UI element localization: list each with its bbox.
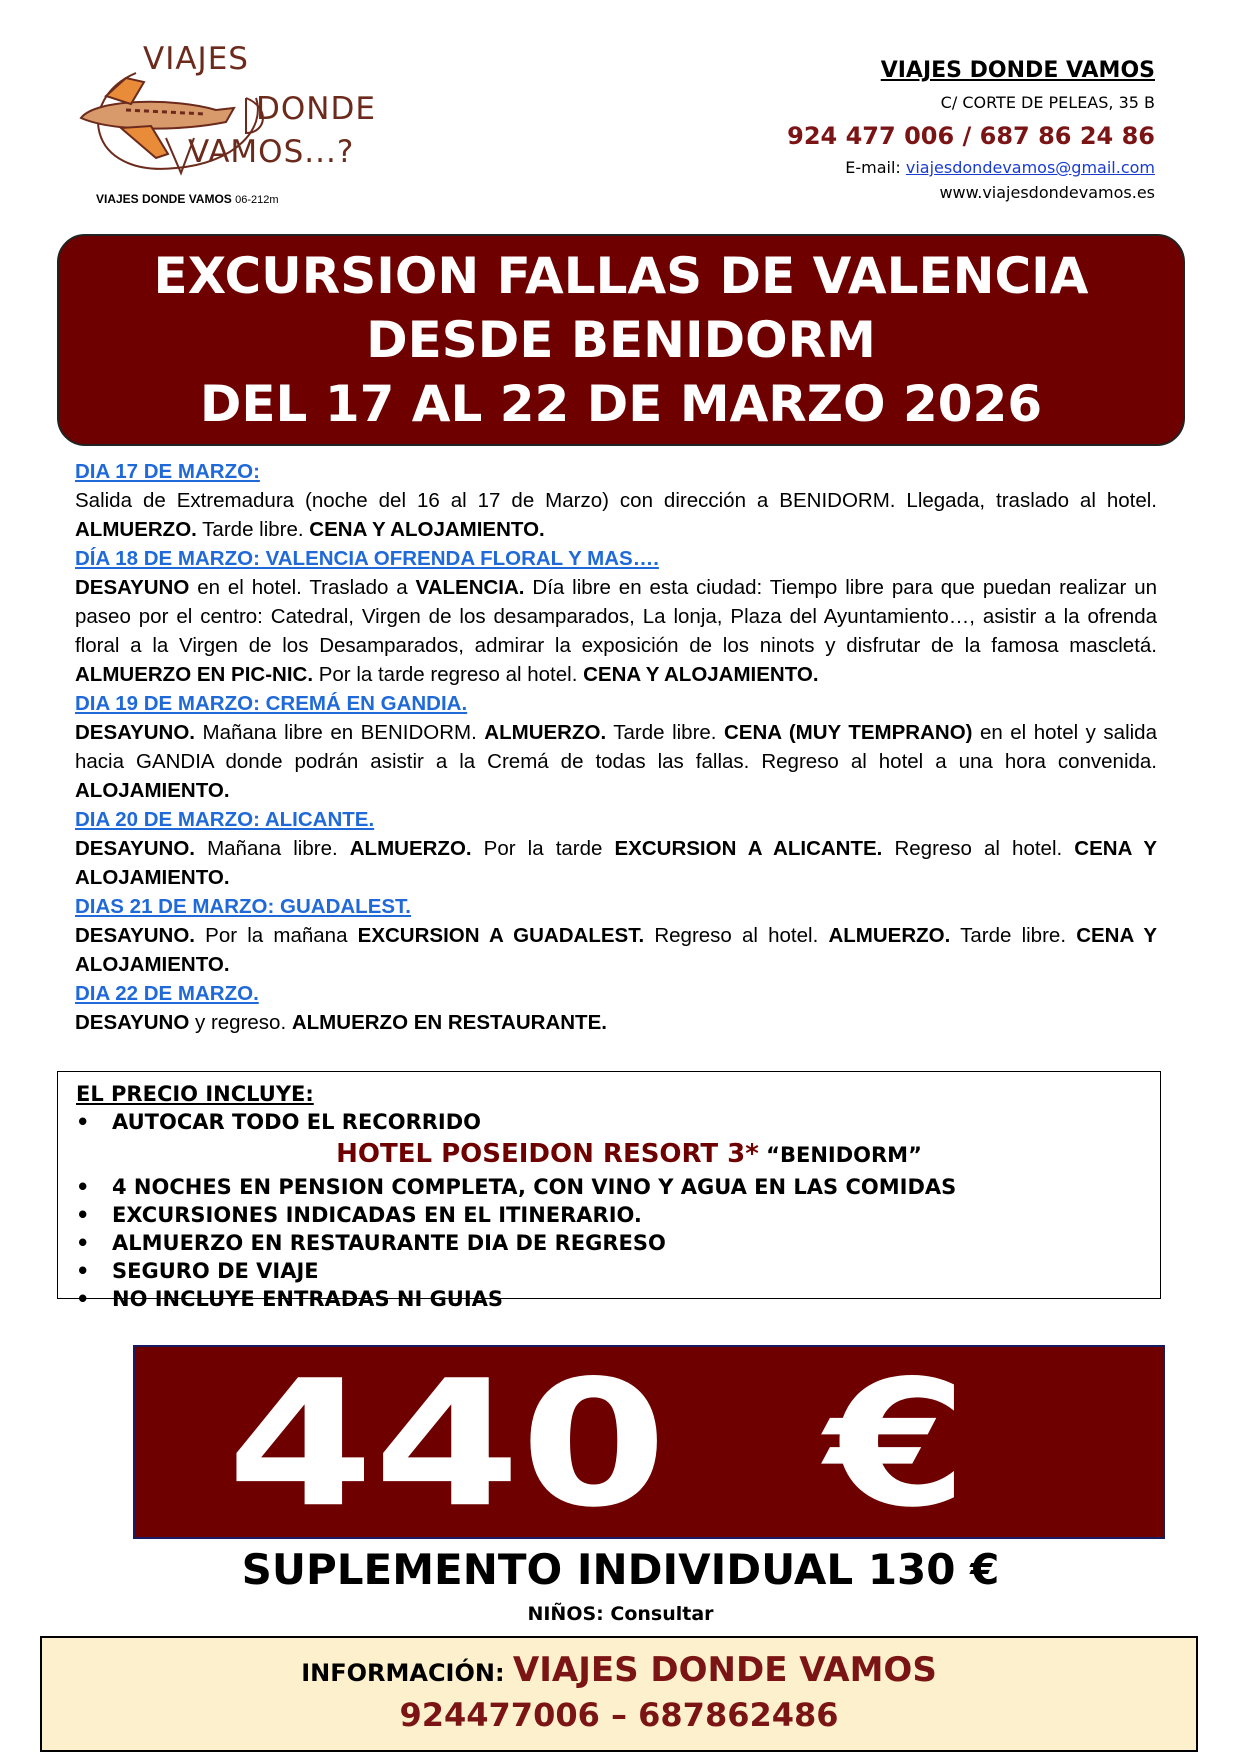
day-title: DIA 22 DE MARZO. — [75, 982, 259, 1005]
day-description — [75, 834, 1157, 892]
info-box — [40, 1636, 1198, 1752]
price-svg — [135, 1347, 1163, 1537]
agency-logo — [66, 38, 396, 213]
includes-heading: EL PRECIO INCLUYE: — [76, 1082, 314, 1106]
contact-block — [787, 58, 1155, 202]
info-row — [42, 1650, 1196, 1690]
body-text: Mañana libre. — [195, 837, 350, 860]
includes-item: • AUTOCAR TODO EL RECORRIDO — [112, 1108, 1142, 1136]
highlight-text: DESAYUNO. — [75, 721, 195, 744]
email-link[interactable]: viajesdondevamos@gmail.com — [905, 158, 1155, 177]
day-title: DIA 20 DE MARZO: ALICANTE. — [75, 808, 375, 831]
day-description — [75, 921, 1157, 979]
highlight-text: DESAYUNO. — [75, 924, 195, 947]
logo-tag-name: VIAJES DONDE VAMOS — [96, 192, 232, 206]
email-label: E-mail: — [845, 158, 906, 177]
hotel-city: “BENIDORM” — [758, 1143, 922, 1167]
includes-item: • SEGURO DE VIAJE — [112, 1257, 1142, 1285]
day-title: DIA 17 DE MARZO: — [75, 460, 260, 483]
day-description — [75, 718, 1157, 805]
body-text: en el hotel y salida hacia GANDIA donde podrán asistir a la Cremá de todas las fallas. Regreso al hotel a una hora convenida. — [75, 721, 1157, 773]
logo-line-2: DONDE — [256, 91, 376, 127]
title-line-2: DESDE BENIDORM — [366, 311, 876, 369]
includes-list — [76, 1173, 1142, 1313]
highlight-text: ALMUERZO. — [349, 837, 472, 860]
includes-item: • 4 NOCHES EN PENSION COMPLETA, CON VINO Y AGUA EN LAS COMIDAS — [112, 1173, 1142, 1201]
price-includes-box — [57, 1071, 1161, 1311]
highlight-text: DESAYUNO. — [75, 837, 195, 860]
info-label: INFORMACIÓN: — [301, 1659, 513, 1687]
logo-tagline — [96, 192, 279, 206]
highlight-text: CENA Y ALOJAMIENTO. — [75, 837, 1158, 889]
body-text: y regreso. — [189, 1011, 292, 1034]
day-title: DIAS 21 DE MARZO: GUADALEST. — [75, 895, 411, 918]
company-phones: 924 477 006 / 687 86 24 86 — [787, 122, 1155, 150]
price-amount: 440 — [227, 1347, 667, 1537]
day-title: DÍA 18 DE MARZO: VALENCIA OFRENDA FLORAL Y MAS…. — [75, 547, 659, 570]
highlight-text: CENA Y ALOJAMIENTO. — [75, 924, 1157, 976]
day-description — [75, 486, 1157, 544]
body-text: Tarde libre. — [606, 721, 724, 744]
highlight-text: CENA (MUY TEMPRANO) — [724, 721, 973, 744]
highlight-text: DESAYUNO — [75, 1011, 190, 1034]
title-banner — [57, 234, 1185, 446]
body-text: Tarde libre. — [950, 924, 1077, 947]
price-box — [133, 1345, 1165, 1539]
hotel-name: HOTEL POSEIDON RESORT 3* — [336, 1139, 759, 1169]
highlight-text: ALMUERZO. — [75, 518, 197, 541]
includes-item: • EXCURSIONES INDICADAS EN EL ITINERARIO. — [112, 1201, 1142, 1229]
highlight-text: DESAYUNO — [75, 576, 190, 599]
hotel-line — [116, 1136, 1142, 1173]
highlight-text: ALMUERZO EN PIC-NIC. — [75, 663, 314, 686]
website: www.viajesdondevamos.es — [939, 183, 1155, 202]
body-text: en el hotel. Traslado a — [189, 576, 416, 599]
info-agency: VIAJES DONDE VAMOS — [512, 1650, 937, 1690]
day-title: DIA 19 DE MARZO: CREMÁ EN GANDIA. — [75, 692, 468, 715]
body-text: Por la mañana — [195, 924, 358, 947]
day-description — [75, 573, 1157, 689]
single-supplement: SUPLEMENTO INDIVIDUAL 130 € — [241, 1545, 1000, 1594]
includes-item: • ALMUERZO EN RESTAURANTE DIA DE REGRESO — [112, 1229, 1142, 1257]
price-currency: € — [825, 1347, 968, 1537]
highlight-text: CENA Y ALOJAMIENTO. — [309, 518, 545, 541]
logo-line-3: VAMOS...? — [188, 134, 355, 170]
highlight-text: ALMUERZO EN RESTAURANTE. — [291, 1011, 607, 1034]
body-text: Día libre en esta ciudad: Tiempo libre para que puedan realizar un paseo por el centro: Catedral, Virgen de los desamparados, La lonja, Plaza del Ayuntamiento…, asistir a la ofrenda floral a la Virgen de los Desamparados, admirar la exposición de los ninots y disfrutar de la famosa mascletá. — [75, 576, 1158, 657]
company-address: C/ CORTE DE PELEAS, 35 B — [940, 93, 1155, 112]
highlight-text: EXCURSION A GUADALEST. — [357, 924, 645, 947]
highlight-text: CENA Y ALOJAMIENTO. — [583, 663, 819, 686]
title-line-3: DEL 17 AL 22 DE MARZO 2026 — [199, 375, 1043, 433]
company-name: VIAJES DONDE VAMOS — [880, 58, 1155, 83]
logo-tag-code: 06-212m — [235, 194, 279, 206]
body-text: Mañana libre en BENIDORM. — [195, 721, 485, 744]
includes-item: • NO INCLUYE ENTRADAS NI GUIAS — [112, 1285, 1142, 1313]
body-text: Salida de Extremadura (noche del 16 al 17 de Marzo) con dirección a BENIDORM. Llegada, traslado al hotel. — [75, 489, 1157, 512]
body-text: Tarde libre. — [196, 518, 310, 541]
highlight-text: VALENCIA. — [415, 576, 525, 599]
includes-list-top — [76, 1108, 1142, 1136]
day-description — [75, 1008, 1157, 1037]
kids-note: NIÑOS: Consultar — [527, 1603, 714, 1625]
highlight-text: ALOJAMIENTO. — [75, 779, 230, 802]
highlight-text: EXCURSION A ALICANTE. — [614, 837, 883, 860]
body-text: Regreso al hotel. — [644, 924, 829, 947]
logo-line-1: VIAJES — [143, 41, 249, 77]
info-phones: 924477006 – 687862486 — [399, 1696, 839, 1734]
body-text: Por la tarde regreso al hotel. — [313, 663, 584, 686]
highlight-text: ALMUERZO. — [484, 721, 607, 744]
body-text: Por la tarde — [471, 837, 615, 860]
body-text: Regreso al hotel. — [882, 837, 1075, 860]
email-line — [787, 158, 1155, 177]
highlight-text: ALMUERZO. — [828, 924, 951, 947]
itinerary — [75, 457, 1157, 1037]
title-line-1: EXCURSION FALLAS DE VALENCIA — [153, 247, 1089, 305]
